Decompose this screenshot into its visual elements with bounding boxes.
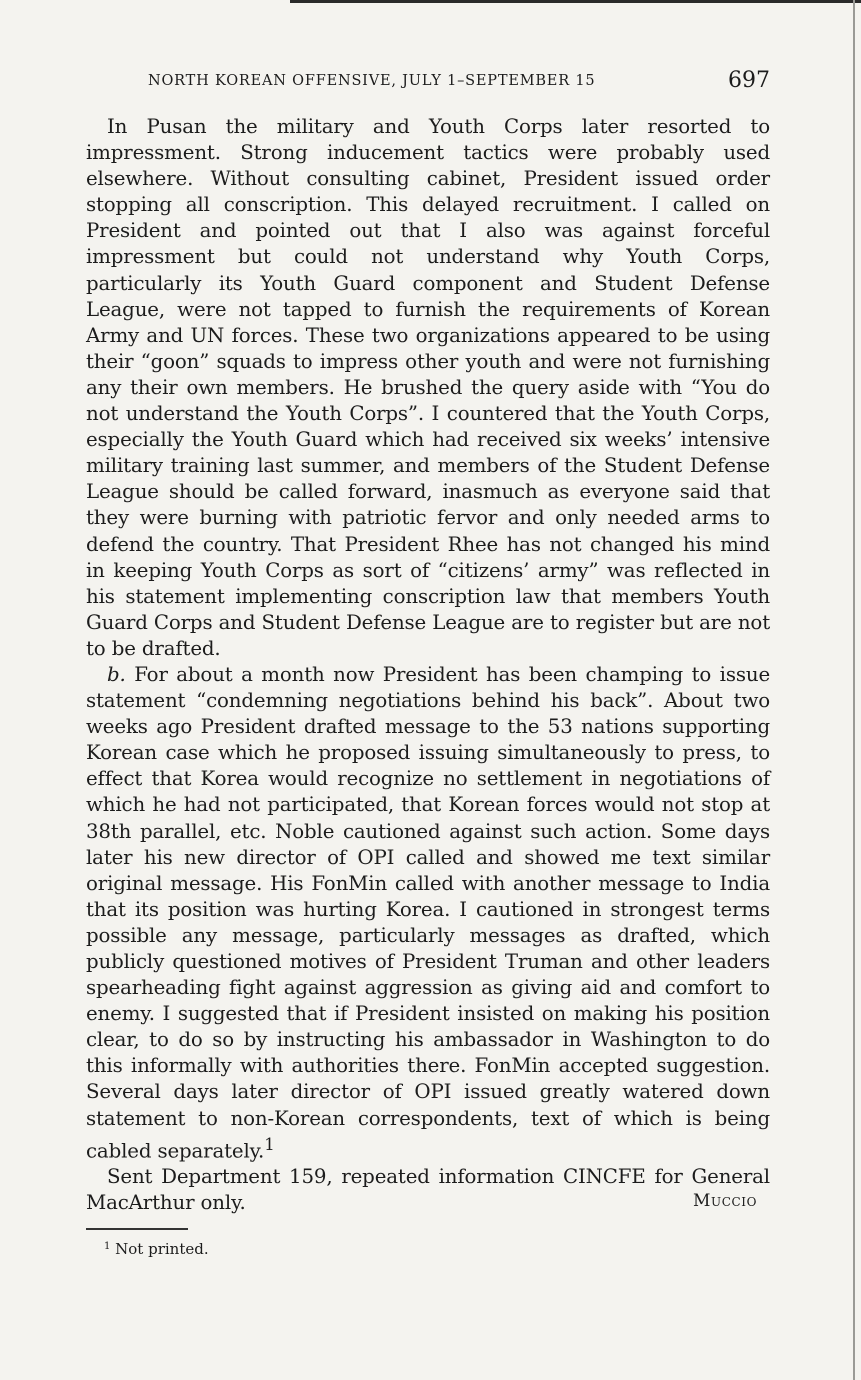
paragraph-negotiations-text: For about a month now President has been champing to issue statement “condemning negotiations behind his back”. About two weeks ago President drafted message to the 53 nations supporting Korean case which he proposed issuing simultaneously to press, to effect that Korea would recognize no settlement in negotiations of which he had not participated, that Korean forces would not stop at 38th parallel, etc. Noble cautioned against such action. Some days later his new director of OPI called and showed me text similar original message. His FonMin called with another message to India that its position was hurting Korea. I cautioned in strongest terms possible any message, particularly messages as drafted, which publicly questioned motives of President Truman and other leaders spearheading fight against aggression as giving aid and comfort to enemy. I suggested that if President insisted on making his position clear, to do so by instructing his ambassador in Washington to do this informally with authorities there. FonMin accepted suggestion. Several days later director of OPI issued greatly watered down statement to non-Korean correspondents, text of which is being cabled separately.	[86, 662, 770, 1163]
paragraph-label: b.	[107, 662, 126, 686]
page-number: 697	[728, 68, 770, 93]
signature: Muccio	[693, 1191, 758, 1211]
footnote-rule	[86, 1228, 188, 1230]
paragraph-negotiations	[86, 662, 770, 1164]
running-title: NORTH KOREAN OFFENSIVE, JULY 1–SEPTEMBER 15	[148, 73, 596, 89]
footnote-marker: 1	[104, 1241, 111, 1252]
top-edge-rule	[290, 0, 861, 3]
paragraph-distribution: Sent Department 159, repeated information CINCFE for General MacArthur only.	[86, 1165, 770, 1215]
footnote-text: Not printed.	[115, 1240, 209, 1258]
footnote-reference: 1	[264, 1134, 275, 1154]
footnote	[104, 1240, 209, 1258]
paragraph-impressment: In Pusan the military and Youth Corps later resorted to impressment. Strong inducement tactics were probably used elsewhere. Without consulting cabinet, President issued order stopping all conscription. This delayed recruitment. I called on President and pointed out that I also was against forceful impressment but could not understand why Youth Corps, particularly its Youth Guard component and Student Defense League, were not tapped to furnish the requirements of Korean Army and UN forces. These two organizations appeared to be using their “goon” squads to impress other youth and were not furnishing any their own members. He brushed the query aside with “You do not understand the Youth Corps”. I countered that the Youth Corps, especially the Youth Guard which had received six weeks’ intensive military training last summer, and members of the Student Defense League should be called forward, inasmuch as everyone said that they were burning with patriotic fervor and only needed arms to defend the country. That President Rhee has not changed his mind in keeping Youth Corps as sort of “citizens’ army” was reflected in his statement implementing conscription law that members Youth Guard Corps and Student Defense League are to register but are not to be drafted.	[86, 115, 770, 660]
page-edge-line	[853, 0, 855, 1380]
body-text	[86, 114, 770, 1217]
